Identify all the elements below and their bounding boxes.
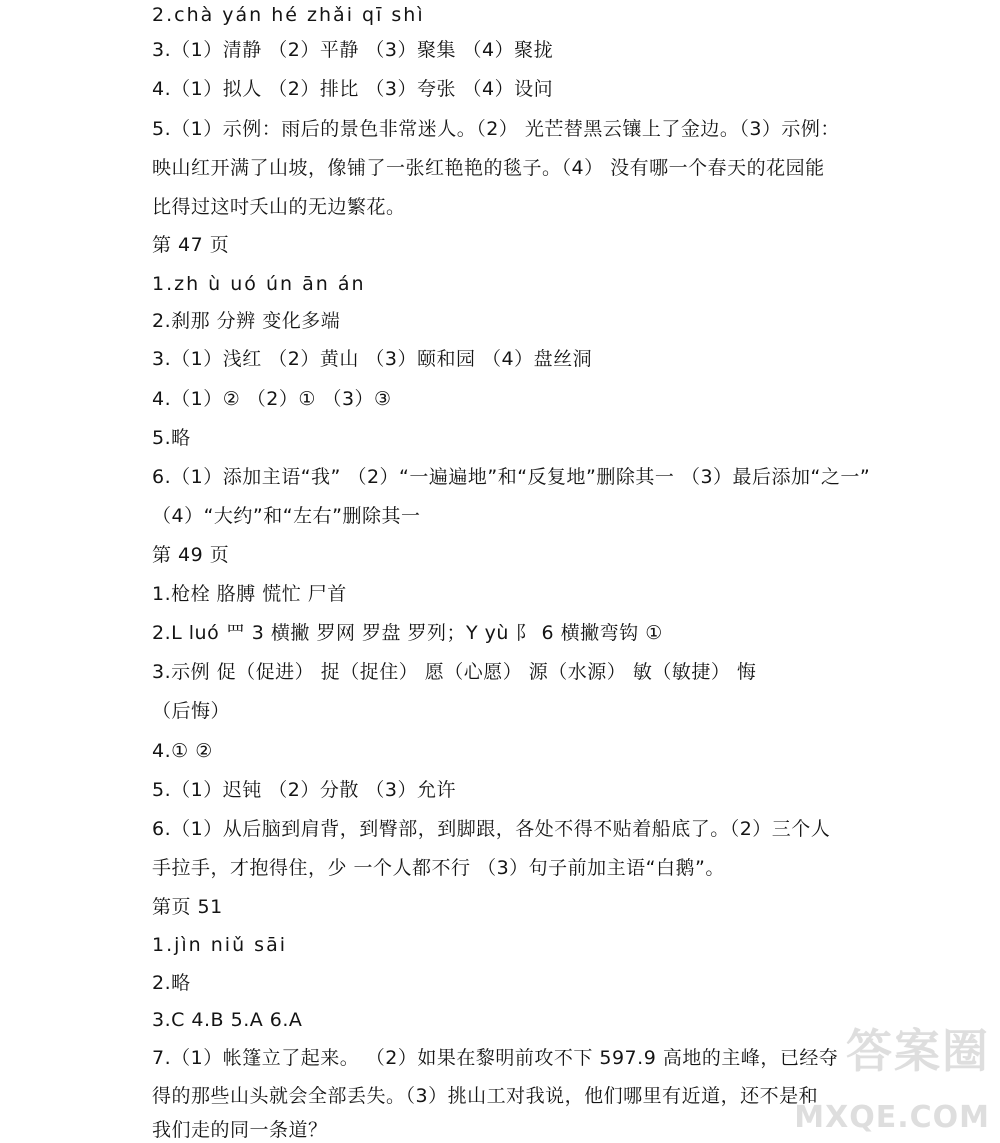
text-line: 得的那些山头就会全部丢失。（3）挑山工对我说，他们哪里有近道，还不是和: [152, 1085, 819, 1107]
page-heading: 第 47 页: [152, 234, 230, 256]
text-line: 3.示例 促（促进） 捉（捉住） 愿（心愿） 源（水源） 敏（敏捷） 悔: [152, 661, 757, 683]
text-line: 4.（1）拟人 （2）排比 （3）夸张 （4）设问: [152, 78, 554, 100]
text-line: 3.（1）浅红 （2）黄山 （3）颐和园 （4）盘丝洞: [152, 348, 593, 370]
watermark-url: MXQE.COM: [794, 1100, 990, 1135]
text-line: 2.略: [152, 972, 191, 994]
text-line: 7.（1）帐篷立了起来。 （2）如果在黎明前攻不下 597.9 高地的主峰，已经夺: [152, 1047, 839, 1069]
text-line: 4.（1）② （2）① （3）③: [152, 388, 392, 410]
text-line: 3.C 4.B 5.A 6.A: [152, 1009, 303, 1031]
text-line: 1.枪栓 胳膊 慌忙 尸首: [152, 583, 347, 605]
text-line: 5.略: [152, 427, 191, 449]
watermark-title: 答案圈: [846, 1024, 990, 1078]
text-line: 比得过这吋夭山的无边繁花。: [152, 196, 406, 218]
text-line: （4）“大约”和“左右”删除其一: [152, 505, 421, 527]
text-line: 6.（1）添加主语“我” （2）“一遍遍地”和“反复地”删除其一 （3）最后添加“之一”: [152, 466, 871, 488]
page-heading: 第 49 页: [152, 544, 230, 566]
text-line: 我们走的同一条道？: [152, 1119, 328, 1141]
text-line: 6.（1）从后脑到肩背，到臀部，到脚跟，各处不得不贴着船底了。（2）三个人: [152, 818, 831, 840]
text-line: （后悔）: [152, 700, 231, 722]
text-line: 4.① ②: [152, 740, 213, 762]
watermark-logo: [794, 1015, 994, 1135]
text-line: 1.jìn niǔ sāi: [152, 934, 287, 956]
text-line: 5.（1）示例：雨后的景色非常迷人。（2） 光芒替黑云镶上了金边。（3）示例：: [152, 118, 840, 140]
text-line: 5.（1）迟钝 （2）分散 （3）允许: [152, 779, 456, 801]
text-line: 手拉手，才抱得住，少 一个人都不行 （3）句子前加主语“白鹅”。: [152, 857, 725, 879]
text-line: 映山红开满了山坡，像铺了一张红艳艳的毯子。（4） 没有哪一个春天的花园能: [152, 157, 825, 179]
text-line: 2.L luó 罒 3 横撇 罗网 罗盘 罗列；Y yù 阝 6 横撇弯钩 ①: [152, 622, 663, 644]
text-line: 2.刹那 分辨 变化多端: [152, 310, 341, 332]
page-heading: 第页 51: [152, 896, 223, 918]
text-line: 1.zh ù uó ún ān án: [152, 273, 366, 295]
text-line: 3.（1）清静 （2）平静 （3）聚集 （4）聚拢: [152, 39, 554, 61]
text-line: 2.chà yán hé zhǎi qī shì: [152, 4, 425, 26]
